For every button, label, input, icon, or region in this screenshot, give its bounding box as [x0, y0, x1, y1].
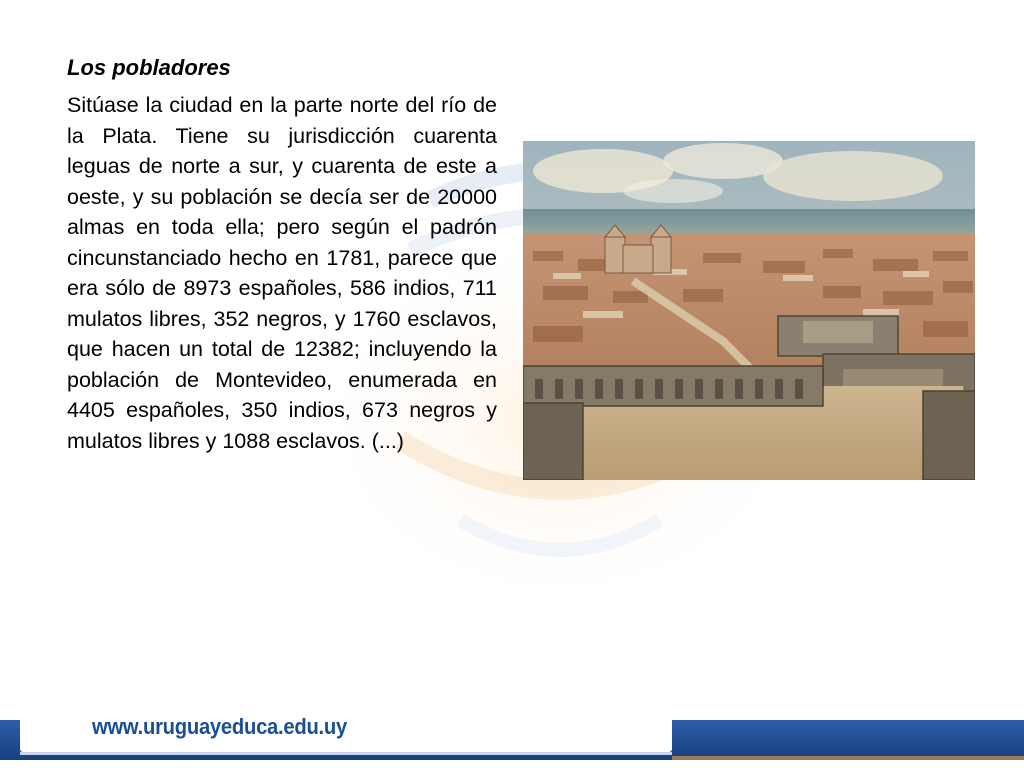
- footer-website-url[interactable]: www.uruguayeduca.edu.uy: [92, 714, 347, 739]
- slide-title: Los pobladores: [67, 55, 231, 80]
- city-painting-image: [523, 141, 975, 480]
- slide-paragraph: Sitúase la ciudad en la parte norte del río de la Plata. Tiene su jurisdicción cuarenta leguas de norte a sur, y cuarenta de este a oeste, y su población se decía ser de 20000 almas en toda ella; pero según el padrón cincunstanciado hecho en 1781, parece que era sólo de 8973 españoles, 586 indios, 711 mulatos libres, 352 negros, y 1760 esclavos, que hacen un total de 12382; incluyendo la población de Montevideo, enumerada en 4405 españoles, 350 indios, 673 negros y mulatos libres y 1088 esclavos. (...): [67, 93, 497, 453]
